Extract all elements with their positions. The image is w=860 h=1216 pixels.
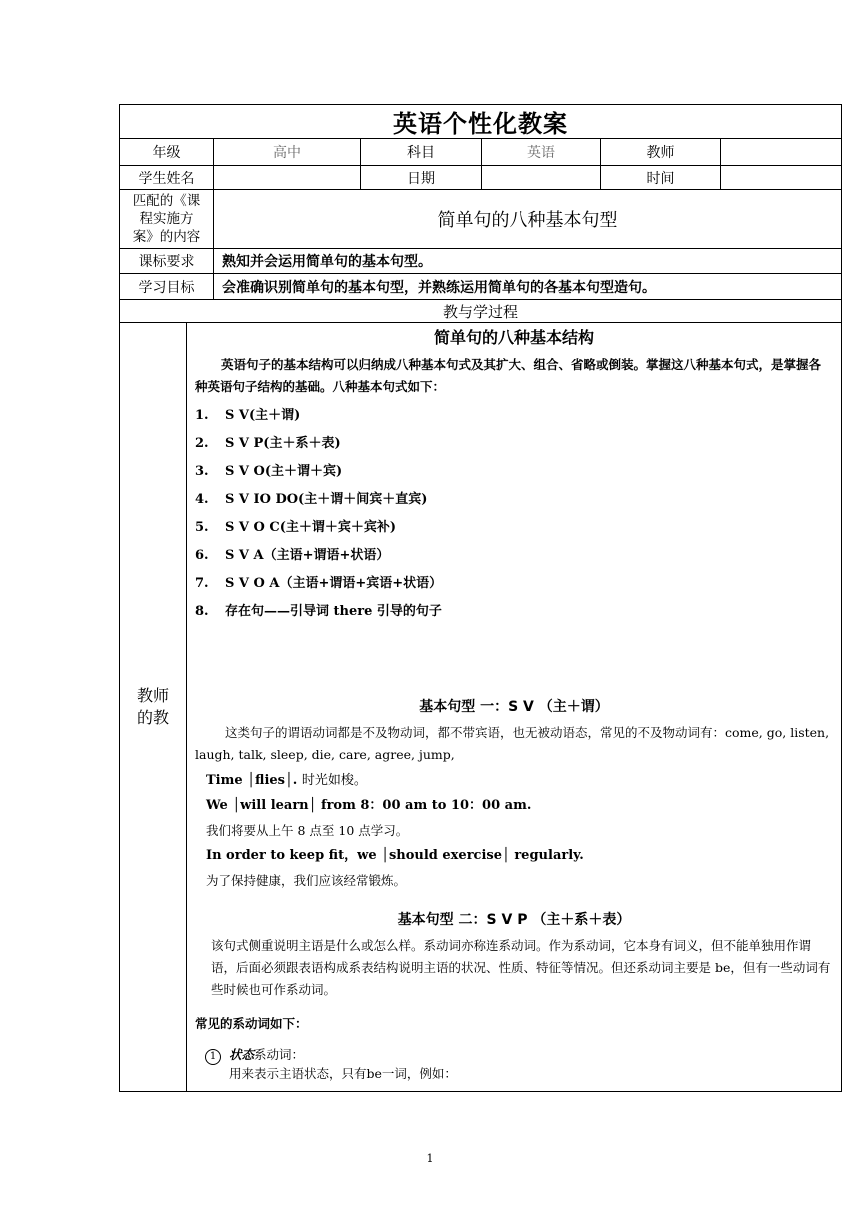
process-label: 教与学过程 — [442, 302, 518, 321]
teacher-value — [721, 139, 841, 165]
side-label — [120, 323, 187, 1091]
match-label-line-3: 案》的内容 — [132, 229, 201, 245]
match-label — [120, 190, 214, 248]
number-circle: 1 — [205, 1049, 221, 1065]
linking-verb-item: 1 状态系动词： — [205, 1045, 833, 1065]
grade-label: 年级 — [120, 139, 214, 165]
side-label-line-2: 的教 — [136, 708, 169, 727]
pattern-item: 1. S V(主＋谓) — [195, 408, 301, 423]
pattern-item: 3. S V O(主＋谓＋宾) — [195, 464, 343, 479]
pattern-1-description: 这类句子的谓语动词都是不及物动词，都不带宾语，也无被动语态，常见的不及物动词有：come, go, listen, laugh, talk, sleep, die, care, agree, jump, — [195, 725, 830, 762]
example-sentence: We │will learn│ from 8：00 am to 10：00 am. — [206, 798, 532, 813]
pattern-1-title: 基本句型 一：S V （主＋谓） — [419, 699, 609, 715]
pattern-item: 6. S V A（主语+谓语+状语） — [195, 548, 390, 563]
match-row — [120, 190, 841, 249]
section-title: 简单句的八种基本结构 — [433, 328, 594, 347]
goal-value: 会准确识别简单句的基本句型，并熟练运用简单句的各基本句型造句。 — [222, 279, 656, 296]
grade-value: 高中 — [214, 139, 361, 165]
match-value: 简单句的八种基本句型 — [437, 210, 618, 231]
goal-row — [120, 274, 841, 300]
pattern-item: 7. S V O A（主语+谓语+宾语+状语） — [195, 576, 443, 591]
match-label-line-2: 程实施方 — [139, 211, 194, 227]
title-row — [120, 105, 841, 139]
student-label: 学生姓名 — [120, 166, 214, 189]
goal-label: 学习目标 — [120, 274, 214, 299]
match-label-line-1: 匹配的《课 — [132, 193, 201, 209]
standard-label: 课标要求 — [120, 249, 214, 273]
main-row — [120, 323, 841, 1091]
teacher-label: 教师 — [601, 139, 721, 165]
pattern-2-description: 该句式侧重说明主语是什么或怎么样。系动词亦称连系动词。作为系动词，它本身有词义，但不能单独用作谓语，后面必须跟表语构成系表结构说明主语的状况、性质、特征等情况。但还系动词主要是 be，但有一些动词有些时候也可作系动词。 — [211, 938, 831, 997]
pattern-2-title: 基本句型 二：S V P （主＋系＋表） — [397, 912, 631, 928]
pattern-item: 2. S V P(主＋系＋表) — [195, 436, 341, 451]
time-value — [721, 166, 841, 189]
student-value — [214, 166, 361, 189]
pattern-item: 4. S V IO DO(主＋谓＋间宾＋直宾) — [195, 492, 428, 507]
subject-value: 英语 — [482, 139, 601, 165]
example-sentence: Time │flies│. 时光如梭。 — [206, 773, 367, 788]
example-translation: 我们将要从上午 8 点至 10 点学习。 — [206, 823, 409, 838]
date-value — [482, 166, 601, 189]
standard-value: 熟知并会运用简单句的基本句型。 — [222, 254, 432, 270]
info-row-2 — [120, 166, 841, 190]
page-title: 英语个性化教案 — [393, 110, 568, 138]
example-translation: 为了保持健康，我们应该经常锻炼。 — [206, 873, 407, 888]
example-sentence: In order to keep fit，we │should exercise│ regularly. — [206, 848, 584, 863]
intro-paragraph: 英语句子的基本结构可以归纳成八种基本句式及其扩大、组合、省略或倒装。掌握这八种基本句式，是掌握各种英语句子结构的基础。八种基本句式如下： — [195, 357, 822, 394]
side-label-line-1: 教师 — [136, 686, 169, 705]
page-number: 1 — [426, 1152, 434, 1165]
common-linking-verbs: 常见的系动词如下： — [195, 1016, 308, 1031]
pattern-list — [195, 402, 833, 626]
pattern-item: 5. S V O C(主＋谓＋宾＋宾补) — [195, 520, 397, 535]
pattern-item: 8. 存在句——引导词 there 引导的句子 — [195, 604, 442, 619]
date-label: 日期 — [361, 166, 482, 189]
lesson-plan-table — [119, 104, 842, 1092]
info-row-1 — [120, 139, 841, 166]
standard-row — [120, 249, 841, 274]
linking-verb-desc: 用来表示主语状态，只有be一词，例如： — [229, 1066, 457, 1081]
content-area — [187, 323, 841, 1091]
subject-label: 科目 — [361, 139, 482, 165]
time-label: 时间 — [601, 166, 721, 189]
process-row — [120, 300, 841, 323]
